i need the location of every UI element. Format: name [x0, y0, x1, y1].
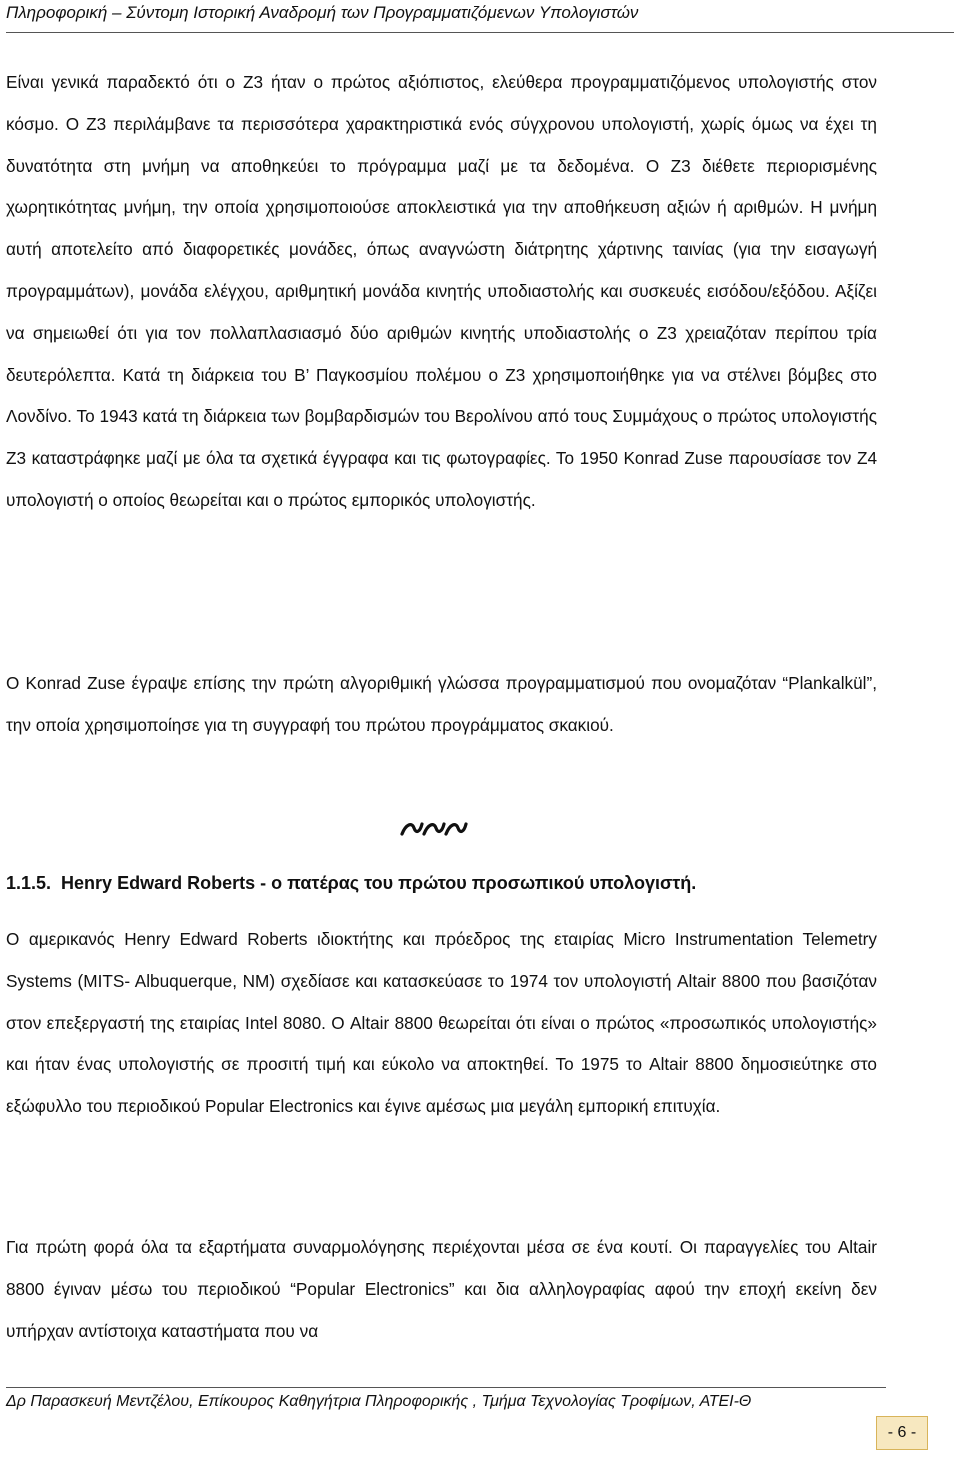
paragraph-altair — [6, 919, 877, 1128]
footer-divider — [6, 1387, 886, 1388]
paragraph-z3 — [6, 62, 877, 522]
section-number: 1.1.5. — [6, 873, 52, 893]
decorative-flourish-icon — [398, 814, 478, 842]
paragraph-kits-text: Για πρώτη φορά όλα τα εξαρτήματα συναρμολόγησης περιέχονται μέσα σε ένα κουτί. Οι παραγγελίες του Altair 8800 έγιναν μέσω του περιοδικού “Popular Electronics” και δια αλληλογραφίας αφού την εποχή εκείνη δεν υπήρχαν αντίστοιχα καταστήματα που να — [6, 1237, 877, 1341]
section-title: Henry Edward Roberts - ο πατέρας του πρώτου προσωπικού υπολογιστή. — [61, 873, 697, 893]
paragraph-plankalkul — [6, 663, 877, 747]
paragraph-plankalkul-text: Ο Konrad Zuse έγραψε επίσης την πρώτη αλγοριθμική γλώσσα προγραμματισμού που ονομαζόταν “Plankalkül”, την οποία χρησιμοποίησε για τη συγγραφή του πρώτου προγράμματος σκακιού. — [6, 673, 877, 735]
page-header — [6, 2, 954, 33]
footer-credit: Δρ Παρασκευή Μεντζέλου, Επίκουρος Καθηγήτρια Πληροφορικής , Τμήμα Τεχνολογίας Τροφίμων, ΑΤΕΙ-Θ — [6, 1393, 752, 1410]
paragraph-kits — [6, 1227, 877, 1352]
paragraph-altair-text: Ο αμερικανός Henry Edward Roberts ιδιοκτήτης και πρόεδρος της εταιρίας Micro Instrumentation Telemetry Systems (MITS- Albuquerque, NM) σχεδίασε και κατασκεύασε το 1974 τον υπολογιστή Altair 8800 που βασιζόταν στον επεξεργαστή της εταιρίας Intel 8080. Ο Altair 8800 θεωρείται ότι είναι ο πρώτος «προσωπικός υπολογιστής» και ήταν ένας υπολογιστής σε προσιτή τιμή και εύκολο να αποκτηθεί. Το 1975 το Altair 8800 δημοσιεύτηκε στο εξώφυλλο του περιοδικού Popular Electronics και έγινε αμέσως μια μεγάλη εμπορική επιτυχία. — [6, 929, 877, 1117]
section-heading — [6, 873, 696, 894]
page-number-badge: - 6 - — [876, 1416, 928, 1450]
header-title: Πληροφορική – Σύντομη Ιστορική Αναδρομή των Προγραμματιζόμενων Υπολογιστών — [6, 3, 639, 22]
paragraph-z3-text: Είναι γενικά παραδεκτό ότι ο Ζ3 ήταν ο πρώτος αξιόπιστος, ελεύθερα προγραμματιζόμενος υπολογιστής στον κόσμο. Ο Ζ3 περιλάμβανε τα περισσότερα χαρακτηριστικά ενός σύγχρονου υπολογιστή, χωρίς όμως να έχει τη δυνατότητα στη μνήμη να αποθηκεύει το πρόγραμμα μαζί με τα δεδομένα. Ο Ζ3 διέθετε περιορισμένης χωρητικότητας μνήμη, την οποία χρησιμοποιούσε αποκλειστικά για την αποθήκευση αξιών ή αριθμών. Η μνήμη αυτή αποτελείτο από διαφορετικές μονάδες, όπως αναγνώστη διάτρητης χάρτινης ταινίας (για την εισαγωγή προγραμμάτων), μονάδα ελέγχου, αριθμητική μονάδα κινητής υποδιαστολής και συσκευές εισόδου/εξόδου. Αξίζει να σημειωθεί ότι για τον πολλαπλασιασμό δύο αριθμών κινητής υποδιαστολής ο Ζ3 χρειαζόταν περίπου τρία δευτερόλεπτα. Κατά τη διάρκεια του Β’ Παγκοσμίου πολέμου ο Ζ3 χρησιμοποιήθηκε για να στέλνει βόμβες στο Λονδίνο. Το 1943 κατά τη διάρκεια των βομβαρδισμών του Βερολίνου από τους Συμμάχους ο πρώτος υπολογιστής Ζ3 καταστράφηκε μαζί με όλα τα σχετικά έγγραφα και τις φωτογραφίες. Το 1950 Konrad Zuse παρουσίασε τον Ζ4 υπολογιστή ο οποίος θεωρείται και ο πρώτος εμπορικός υπολογιστής. — [6, 72, 877, 510]
